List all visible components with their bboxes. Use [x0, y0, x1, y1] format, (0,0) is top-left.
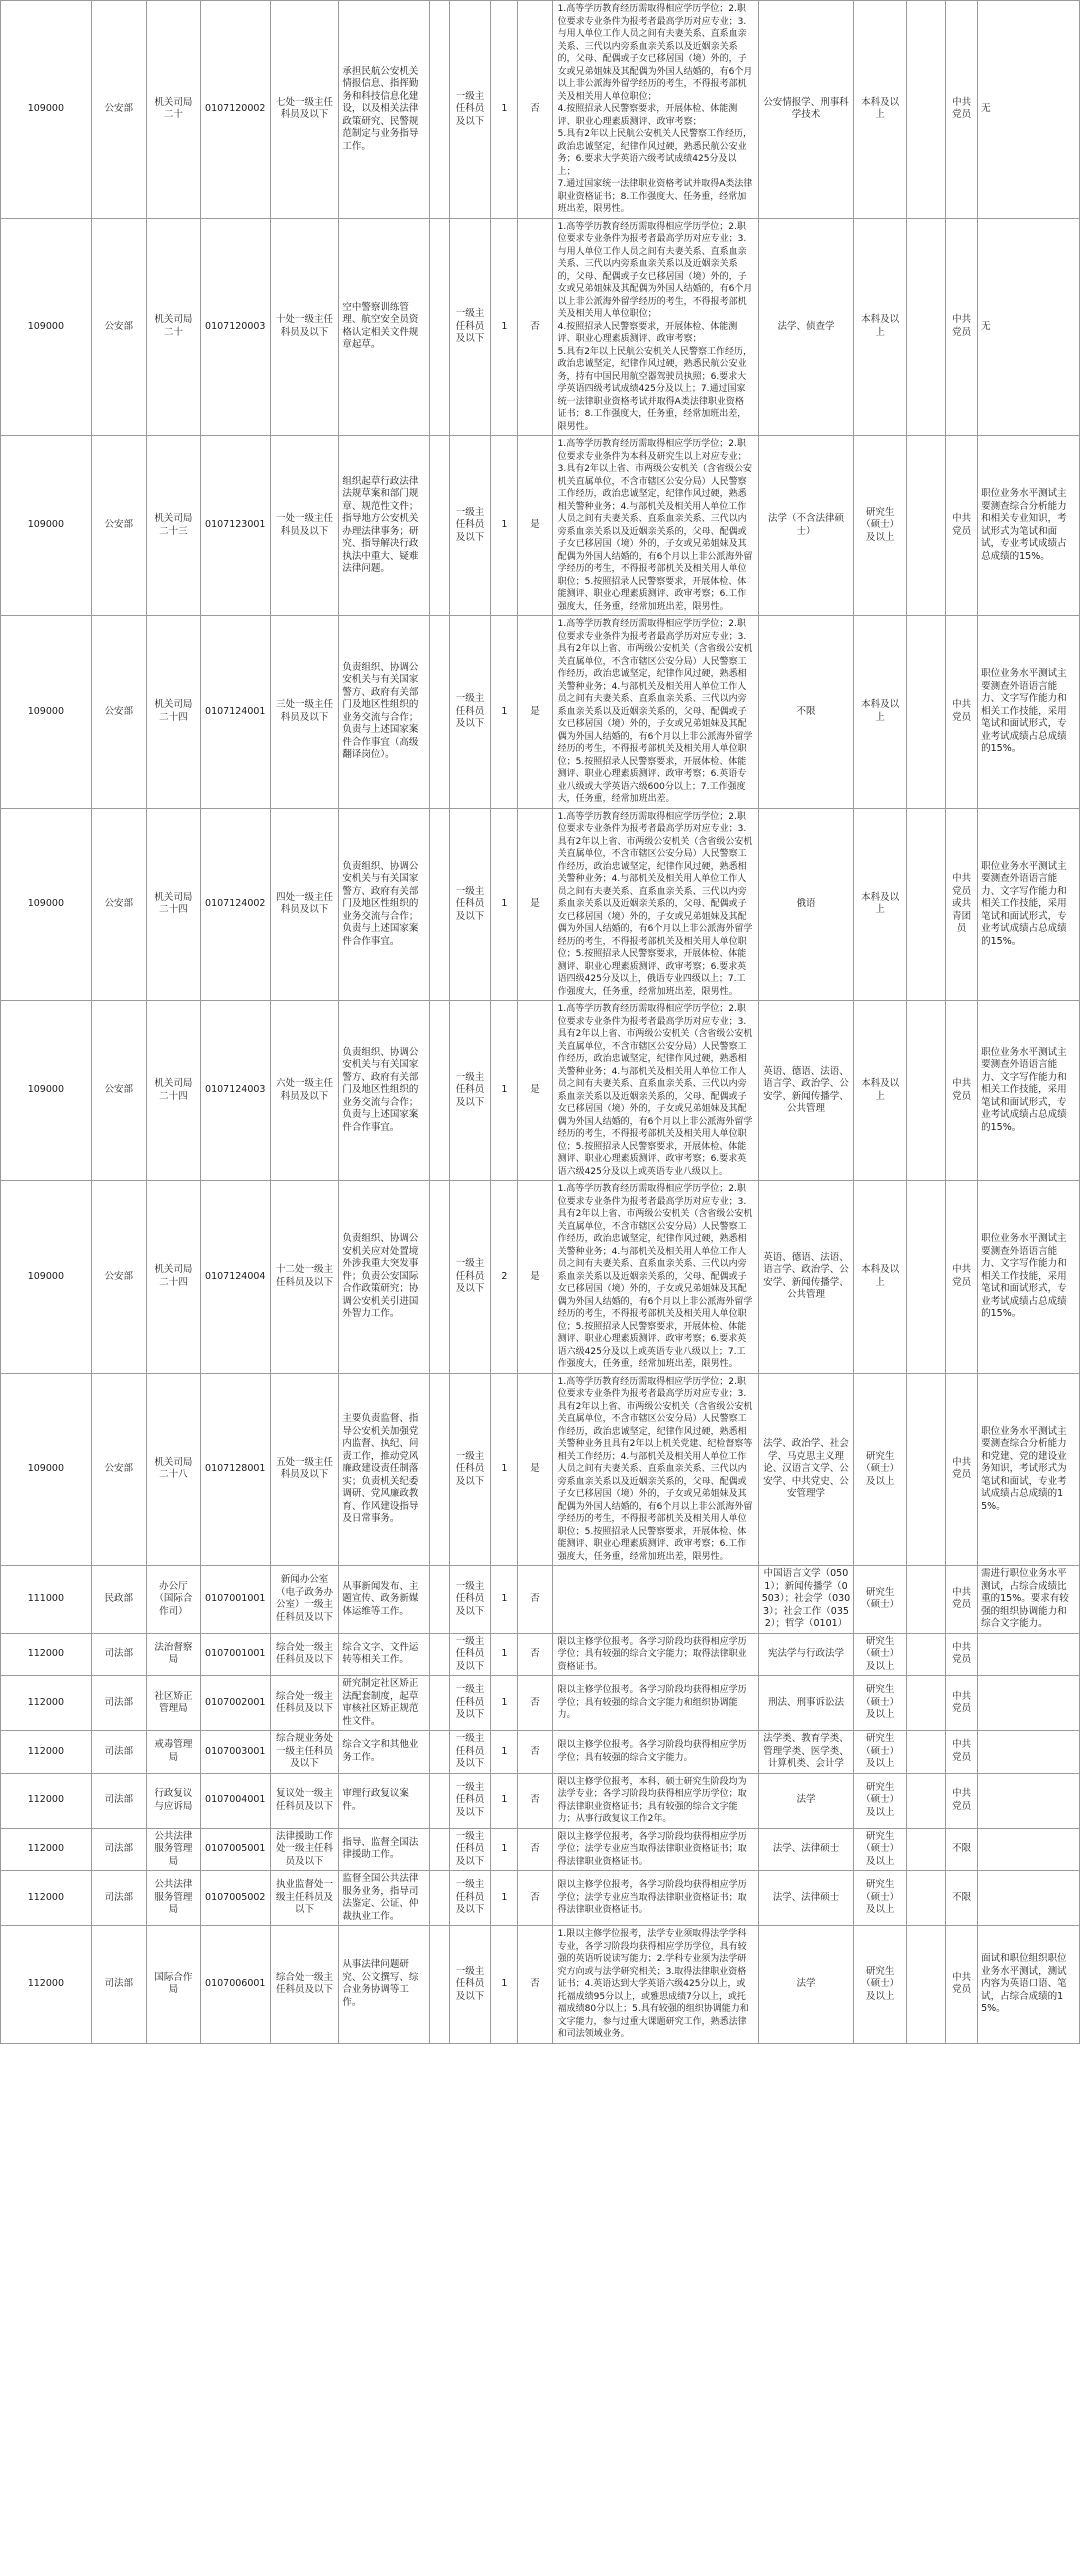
exam-cell: 否 [518, 1871, 552, 1926]
requirements-cell: 1.高等学历教育经历需取得相应学历学位；2.职位要求专业条件为报考者最高学历对应专业；3.具有2年以上省、市两级公安机关（含省级公安机关直属单位，不含市辖区公安分局）人民警察工作经历，政治忠诚坚定，纪律作风过硬，熟悉相关警种业务；4.与部机关及相关用人单位工作人员之间有夫妻关系、直系血亲关系、三代以内旁系血亲关系以及近姻亲关系的，父母、配偶或子女已移居国（境）外的，子女或兄弟姐妹及其配偶为外国人结婚的，有6个月以上非公派海外留学经历的考生，不得报考部机关及相关用人单位职位；5.按照招录人民警察要求，开展体检、体能测评、职业心理素质测评、政审考察；6.要求英语四级425分及以上，俄语专业四级以上；7.工作强度大，任务重，经常加班出差，限男性。 [552, 808, 758, 1001]
requirements-cell: 1.高等学历教育经历需取得相应学历学位；2.职位要求专业条件为本科及研究生以上对应专业；3.具有2年以上省、市两级公安机关（含省级公安机关直属单位，不含市辖区公安分局）人民警察工作经历，政治忠诚坚定，纪律作风过硬，熟悉相关警种业务；4.与部机关及相关用人单位工作人员之间有夫妻关系、直系血亲关系、三代以内旁系血亲关系以及近姻亲关系的，父母、配偶或子女已移居国（境）外的，子女或兄弟姐妹及其配偶为外国人结婚的，有6个月以上非公派海外留学经历的考生，不得报考部机关及相关用人单位职位；5.按照招录人民警察要求，开展体检、体能测评、职业心理素质测评、政审考察；6.工作强度大，任务重，经常加班出差，限男性。 [552, 436, 758, 616]
position-cell: 四处一级主任科员及以下 [270, 808, 339, 1001]
dept-code-cell: 109000 [1, 616, 92, 809]
exam-cell: 否 [518, 218, 552, 436]
level-cell: 一级主任科员及以下 [449, 1, 491, 219]
requirements-cell: 1.高等学历教育经历需取得相应学历学位；2.职位要求专业条件为报考者最高学历对应专业；3.具有2年以上省、市两级公安机关（含省级公安机关直属单位，不含市辖区公安分局）人民警察工作经历，政治忠诚坚定，纪律作风过硬，熟悉相关警种业务；4.与部机关及相关用人单位工作人员之间有夫妻关系、直系血亲关系、三代以内旁系血亲关系以及近姻亲关系的，父母、配偶或子女已移居国（境）外的，子女或兄弟姐妹及其配偶为外国人结婚的，有6个月以上非公派海外留学经历的考生，不得报考部机关及相关用人单位职位；5.按照招录人民警察要求，开展体检、体能测评、职业心理素质测评、政审考察；6.要求英语六级425分及以上或英语专业八级以上。 [552, 1001, 758, 1181]
unit-cell: 机关司局二十三 [146, 436, 200, 616]
position-cell: 综合处一级主任科员及以下 [270, 1926, 339, 2044]
unit-cell: 戒毒管理局 [146, 1731, 200, 1774]
exam-cell: 否 [518, 1828, 552, 1871]
education-cell: 研究生（硕士）及以上 [854, 1871, 907, 1926]
level-cell: 一级主任科员及以下 [449, 436, 491, 616]
education-cell: 研究生（硕士）及以上 [854, 436, 907, 616]
duty-cell: 综合文字、文件运转等相关工作。 [339, 1633, 430, 1676]
note-cell: 职位业务水平测试主要测查综合分析能力和党建、党的建设业务知识，考试形式为笔试和面试，专业考试成绩占总成绩的15%。 [978, 1373, 1080, 1566]
note-cell [978, 1731, 1080, 1774]
exam-cell: 是 [518, 616, 552, 809]
spacer-cell [430, 1566, 450, 1634]
dept-code-cell: 112000 [1, 1773, 92, 1828]
political-status-cell: 中共党员 [946, 1001, 978, 1181]
note-cell: 无 [978, 1, 1080, 219]
table-row [1, 616, 1080, 809]
position-cell: 十处一级主任科员及以下 [270, 218, 339, 436]
department-cell: 司法部 [91, 1773, 146, 1828]
education-cell: 研究生（硕士）及以上 [854, 1731, 907, 1774]
political-status-cell: 中共党员 [946, 218, 978, 436]
exam-cell: 否 [518, 1676, 552, 1731]
level-cell: 一级主任科员及以下 [449, 1566, 491, 1634]
duty-cell: 从事法律问题研究、公文撰写、综合业务协调等工作。 [339, 1926, 430, 2044]
duty-cell: 审理行政复议案件。 [339, 1773, 430, 1828]
spacer-cell [430, 1731, 450, 1774]
job-code-cell: 0107003001 [200, 1731, 270, 1774]
education-cell: 研究生（硕士）及以上 [854, 1773, 907, 1828]
exam-cell: 是 [518, 436, 552, 616]
education-cell: 研究生（硕士） [854, 1566, 907, 1634]
major-cell: 法学、法律硕士 [758, 1828, 854, 1871]
requirements-cell: 限以主修学位报考。各学习阶段均获得相应学历学位；具有较强的综合文字能力。 [552, 1731, 758, 1774]
unit-cell: 机关司局二十四 [146, 616, 200, 809]
note-cell [978, 1633, 1080, 1676]
duty-cell: 监督全国公共法律服务业务，指导司法鉴定、公证、仲裁执业工作。 [339, 1871, 430, 1926]
position-cell: 综合处一级主任科员及以下 [270, 1633, 339, 1676]
spacer-cell [430, 1676, 450, 1731]
major-cell: 法学、政治学、社会学、马克思主义理论、汉语言文学、公安学、中共党史、公安管理学 [758, 1373, 854, 1566]
department-cell: 司法部 [91, 1731, 146, 1774]
hire-count-cell: 1 [491, 1731, 518, 1774]
degree-cell [907, 1373, 946, 1566]
spacer-cell [430, 1181, 450, 1374]
table-row [1, 1373, 1080, 1566]
duty-cell: 研究制定社区矫正法配套制度，起草审核社区矫正规范性文件。 [339, 1676, 430, 1731]
exam-cell: 否 [518, 1633, 552, 1676]
exam-cell: 否 [518, 1773, 552, 1828]
major-cell: 英语、德语、法语、语言学、政治学、公安学、新闻传播学、公共管理 [758, 1001, 854, 1181]
exam-cell: 否 [518, 1, 552, 219]
dept-code-cell: 109000 [1, 218, 92, 436]
hire-count-cell: 1 [491, 1373, 518, 1566]
hire-count-cell: 1 [491, 1828, 518, 1871]
note-cell [978, 1828, 1080, 1871]
duty-cell: 从事新闻发布、主题宣传、政务新媒体运维等工作。 [339, 1566, 430, 1634]
duty-cell: 承担民航公安机关情报信息、指挥勤务和科技信息化建设，以及相关法律政策研究、民警规范制定与业务指导工作。 [339, 1, 430, 219]
unit-cell: 社区矫正管理局 [146, 1676, 200, 1731]
political-status-cell: 中共党员 [946, 436, 978, 616]
job-code-cell: 0107120002 [200, 1, 270, 219]
unit-cell: 公共法律服务管理局 [146, 1828, 200, 1871]
position-cell: 执业监督处一级主任科员及以下 [270, 1871, 339, 1926]
education-cell: 本科及以上 [854, 616, 907, 809]
education-cell: 研究生（硕士）及以上 [854, 1373, 907, 1566]
education-cell: 本科及以上 [854, 218, 907, 436]
major-cell: 宪法学与行政法学 [758, 1633, 854, 1676]
position-cell: 七处一级主任科员及以下 [270, 1, 339, 219]
education-cell: 研究生（硕士）及以上 [854, 1828, 907, 1871]
major-cell: 公安情报学、刑事科学技术 [758, 1, 854, 219]
job-code-cell: 0107001001 [200, 1633, 270, 1676]
note-cell [978, 1676, 1080, 1731]
level-cell: 一级主任科员及以下 [449, 1731, 491, 1774]
spacer-cell [430, 1, 450, 219]
hire-count-cell: 1 [491, 1676, 518, 1731]
level-cell: 一级主任科员及以下 [449, 1633, 491, 1676]
dept-code-cell: 109000 [1, 1373, 92, 1566]
education-cell: 本科及以上 [854, 1001, 907, 1181]
duty-cell: 指导、监督全国法律援助工作。 [339, 1828, 430, 1871]
major-cell: 俄语 [758, 808, 854, 1001]
department-cell: 公安部 [91, 1373, 146, 1566]
job-code-cell: 0107002001 [200, 1676, 270, 1731]
job-code-cell: 0107004001 [200, 1773, 270, 1828]
department-cell: 司法部 [91, 1676, 146, 1731]
duty-cell: 空中警察训练管理、航空安全员资格认定相关文件规章起草。 [339, 218, 430, 436]
job-code-cell: 0107005001 [200, 1828, 270, 1871]
hire-count-cell: 1 [491, 1566, 518, 1634]
note-cell [978, 1773, 1080, 1828]
job-code-cell: 0107128001 [200, 1373, 270, 1566]
major-cell: 法学 [758, 1773, 854, 1828]
dept-code-cell: 109000 [1, 1001, 92, 1181]
political-status-cell: 中共党员 [946, 1, 978, 219]
spacer-cell [430, 1633, 450, 1676]
department-cell: 公安部 [91, 616, 146, 809]
dept-code-cell: 112000 [1, 1731, 92, 1774]
degree-cell [907, 1926, 946, 2044]
exam-cell: 是 [518, 1001, 552, 1181]
unit-cell: 公共法律服务管理局 [146, 1871, 200, 1926]
unit-cell: 机关司局二十 [146, 1, 200, 219]
table-row [1, 1181, 1080, 1374]
degree-cell [907, 1731, 946, 1774]
education-cell: 本科及以上 [854, 808, 907, 1001]
degree-cell [907, 1181, 946, 1374]
job-code-cell: 0107124003 [200, 1001, 270, 1181]
political-status-cell: 中共党员 [946, 1181, 978, 1374]
hire-count-cell: 1 [491, 1001, 518, 1181]
table-row [1, 1566, 1080, 1634]
major-cell: 法学、法律硕士 [758, 1871, 854, 1926]
table-row [1, 1871, 1080, 1926]
duty-cell: 负责组织、协调公安机关与有关国家警方、政府有关部门及地区性组织的业务交流与合作；负责与上述国家案件合作事宜（高级翻译岗位）。 [339, 616, 430, 809]
unit-cell: 机关司局二十四 [146, 1181, 200, 1374]
note-cell [978, 1871, 1080, 1926]
dept-code-cell: 112000 [1, 1871, 92, 1926]
position-cell: 综合规业务处一级主任科员及以下 [270, 1731, 339, 1774]
table-row [1, 436, 1080, 616]
level-cell: 一级主任科员及以下 [449, 616, 491, 809]
department-cell: 民政部 [91, 1566, 146, 1634]
unit-cell: 机关司局二十四 [146, 808, 200, 1001]
spacer-cell [430, 1373, 450, 1566]
job-code-cell: 0107001001 [200, 1566, 270, 1634]
spacer-cell [430, 1773, 450, 1828]
duty-cell: 负责组织、协调公安机关与有关国家警方、政府有关部门及地区性组织的业务交流与合作；负责与上述国家案件合作事宜。 [339, 808, 430, 1001]
requirements-cell: 1.高等学历教育经历需取得相应学历学位；2.职位要求专业条件为报考者最高学历对应专业；3.与用人单位工作人员之间有夫妻关系、直系血亲关系、三代以内旁系血亲关系以及近姻亲关系的，父母、配偶或子女已移居国（境）外的，子女或兄弟姐妹及其配偶为外国人结婚的，有6个月以上非公派海外留学经历的考生，不得报考部机关及相关用人单位职位； 4.按照招录人民警察要求，开展体检、体能测评、职业心理素质测评、政审考察； 5.具有2年以上民航公安机关人民警察工作经历，政治忠诚坚定，纪律作风过硬，熟悉民航公安业务；6.要求大学英语六级考试成绩425分及以上； 7.通过国家统一法律职业资格考试并取得A类法律职业资格证书；8.工作强度大、任务重，经常加班出差，限男性。 [552, 1, 758, 219]
education-cell: 研究生（硕士）及以上 [854, 1676, 907, 1731]
department-cell: 司法部 [91, 1633, 146, 1676]
position-cell: 新闻办公室（电子政务办公室）一级主任科员及以下 [270, 1566, 339, 1634]
hire-count-cell: 1 [491, 808, 518, 1001]
level-cell: 一级主任科员及以下 [449, 1676, 491, 1731]
requirements-cell: 限以主修学位报考，各学习阶段均获得相应学历学位；法学专业应当取得法律职业资格证书；取得法律职业资格证书。 [552, 1828, 758, 1871]
hire-count-cell: 2 [491, 1181, 518, 1374]
exam-cell: 否 [518, 1566, 552, 1634]
hire-count-cell: 1 [491, 1, 518, 219]
hire-count-cell: 1 [491, 1633, 518, 1676]
degree-cell [907, 1, 946, 219]
dept-code-cell: 109000 [1, 436, 92, 616]
table-row [1, 1773, 1080, 1828]
unit-cell: 办公厅（国际合作司） [146, 1566, 200, 1634]
major-cell: 刑法、刑事诉讼法 [758, 1676, 854, 1731]
dept-code-cell: 112000 [1, 1633, 92, 1676]
spacer-cell [430, 1828, 450, 1871]
hire-count-cell: 1 [491, 1871, 518, 1926]
department-cell: 司法部 [91, 1871, 146, 1926]
requirements-cell: 1.高等学历教育经历需取得相应学历学位；2.职位要求专业条件为报考者最高学历对应专业；3.与用人单位工作人员之间有夫妻关系、直系血亲关系、三代以内旁系血亲关系以及近姻亲关系的，父母、配偶或子女已移居国（境）外的，子女或兄弟姐妹及其配偶为外国人结婚的，有6个月以上非公派海外留学经历的考生，不得报考部机关及相关用人单位职位； 4.按照招录人民警察要求，开展体检、体能测评、职业心理素质测评、政审考察； 5.具有2年以上民航公安机关人民警察工作经历，政治忠诚坚定，纪律作风过硬，熟悉民航公安业务，持有中国民用航空器驾驶员执照；6.要求大学英语四级考试成绩425分及以上；7.通过国家统一法律职业资格考试并取得A类法律职业资格证书；8.工作强度大，任务重，经常加班出差，限男性。 [552, 218, 758, 436]
unit-cell: 行政复议与应诉局 [146, 1773, 200, 1828]
position-cell: 五处一级主任科员及以下 [270, 1373, 339, 1566]
degree-cell [907, 1773, 946, 1828]
level-cell: 一级主任科员及以下 [449, 1373, 491, 1566]
position-cell: 复议处一级主任科员及以下 [270, 1773, 339, 1828]
political-status-cell: 中共党员 [946, 1731, 978, 1774]
exam-cell: 否 [518, 1731, 552, 1774]
major-cell: 法学类、教育学类、管理学类、医学类、计算机类、会计学 [758, 1731, 854, 1774]
position-cell: 十二处一级主任科员及以下 [270, 1181, 339, 1374]
table-row [1, 1676, 1080, 1731]
degree-cell [907, 1001, 946, 1181]
dept-code-cell: 109000 [1, 1181, 92, 1374]
education-cell: 研究生（硕士）及以上 [854, 1633, 907, 1676]
duty-cell: 负责组织、协调公安机关应对处置境外涉我重大突发事件；负责公安国际合作政策研究；协调公安机关引进国外智力工作。 [339, 1181, 430, 1374]
job-code-cell: 0107123001 [200, 436, 270, 616]
hire-count-cell: 1 [491, 436, 518, 616]
degree-cell [907, 808, 946, 1001]
spacer-cell [430, 218, 450, 436]
table-row [1, 1, 1080, 219]
position-cell: 法律援助工作处一级主任科员及以下 [270, 1828, 339, 1871]
job-code-cell: 0107006001 [200, 1926, 270, 2044]
unit-cell: 机关司局二十四 [146, 1001, 200, 1181]
requirements-cell: 1.高等学历教育经历需取得相应学历学位；2.职位要求专业条件为报考者最高学历对应专业；3.具有2年以上省、市两级公安机关（含省级公安机关直属单位，不含市辖区公安分局）人民警察工作经历，政治忠诚坚定，纪律作风过硬，熟悉相关警种业务；4.与部机关及相关用人单位工作人员之间有夫妻关系、直系血亲关系、三代以内旁系血亲关系以及近姻亲关系的，父母、配偶或子女已移居国（境）外的，子女或兄弟姐妹及其配偶为外国人结婚的，有6个月以上非公派海外留学经历的考生，不得报考部机关及相关用人单位职位；5.按照招录人民警察要求，开展体检、体能测评、职业心理素质测评、政审考察；6.要求英语六级425分及以上或英语专业八级以上；7.工作强度大，任务重，经常加班出差，限男性。 [552, 1181, 758, 1374]
political-status-cell: 中共党员 [946, 1633, 978, 1676]
department-cell: 公安部 [91, 436, 146, 616]
political-status-cell: 中共党员 [946, 1773, 978, 1828]
hire-count-cell: 1 [491, 616, 518, 809]
job-code-cell: 0107005002 [200, 1871, 270, 1926]
job-code-cell: 0107124001 [200, 616, 270, 809]
duty-cell: 主要负责监督、指导公安机关加强党内监督、执纪、问责工作，推动党风廉政建设责任制落实；负责机关纪委调研、党风廉政教育、作风建设指导及日常事务。 [339, 1373, 430, 1566]
table-row [1, 1731, 1080, 1774]
degree-cell [907, 1871, 946, 1926]
exam-cell: 否 [518, 1926, 552, 2044]
education-cell: 本科及以上 [854, 1, 907, 219]
spacer-cell [430, 436, 450, 616]
requirements-cell: 1.高等学历教育经历需取得相应学历学位；2.职位要求专业条件为报考者最高学历对应专业；3.具有2年以上省、市两级公安机关（含省级公安机关直属单位，不含市辖区公安分局）人民警察工作经历，政治忠诚坚定，纪律作风过硬，熟悉相关警种业务且具有2年以上机关党建、纪检督察等相关工作经历；4.与部机关及相关用人单位工作人员之间有夫妻关系、直系血亲关系、三代以内旁系血亲关系以及近姻亲关系的，父母、配偶或子女已移居国（境）外的，子女或兄弟姐妹及其配偶为外国人结婚的，有6个月以上非公派海外留学经历的考生，不得报考部机关及相关用人单位职位；5.按照招录人民警察要求，开展体检、体能测评、职业心理素质测评、政审考察；6.工作强度大，任务重，经常加班出差，限男性。 [552, 1373, 758, 1566]
major-cell: 法学 [758, 1926, 854, 2044]
note-cell: 职位业务水平测试主要测查外语语言能力、文字写作能力和相关工作技能，采用笔试和面试形式，专业考试成绩占总成绩的15%。 [978, 616, 1080, 809]
degree-cell [907, 1828, 946, 1871]
level-cell: 一级主任科员及以下 [449, 1828, 491, 1871]
spacer-cell [430, 1926, 450, 2044]
department-cell: 公安部 [91, 218, 146, 436]
political-status-cell: 不限 [946, 1828, 978, 1871]
political-status-cell: 中共党员 [946, 1373, 978, 1566]
political-status-cell: 中共党员 [946, 1926, 978, 2044]
exam-cell: 是 [518, 808, 552, 1001]
table-row [1, 218, 1080, 436]
requirements-cell: 限以主修学位报考，各学习阶段均获得相应学历学位；法学专业应当取得法律职业资格证书；取得法律职业资格证书。 [552, 1871, 758, 1926]
level-cell: 一级主任科员及以下 [449, 1871, 491, 1926]
duty-cell: 综合文字和其他业务工作。 [339, 1731, 430, 1774]
unit-cell: 法治督察局 [146, 1633, 200, 1676]
level-cell: 一级主任科员及以下 [449, 1181, 491, 1374]
degree-cell [907, 616, 946, 809]
major-cell: 英语、德语、法语、语言学、政治学、公安学、新闻传播学、公共管理 [758, 1181, 854, 1374]
hire-count-cell: 1 [491, 218, 518, 436]
major-cell: 法学、侦查学 [758, 218, 854, 436]
table-row [1, 808, 1080, 1001]
dept-code-cell: 109000 [1, 808, 92, 1001]
dept-code-cell: 112000 [1, 1926, 92, 2044]
unit-cell: 国际合作局 [146, 1926, 200, 2044]
job-code-cell: 0107124004 [200, 1181, 270, 1374]
position-table-body [1, 1, 1080, 2044]
position-cell: 综合处一级主任科员及以下 [270, 1676, 339, 1731]
exam-cell: 是 [518, 1181, 552, 1374]
requirements-cell: 限以主修学位报考。各学习阶段均获得相应学历学位；具有较强的综合文字能力和组织协调能力。 [552, 1676, 758, 1731]
dept-code-cell: 112000 [1, 1676, 92, 1731]
political-status-cell: 中共党员 [946, 1566, 978, 1634]
degree-cell [907, 218, 946, 436]
hire-count-cell: 1 [491, 1926, 518, 2044]
level-cell: 一级主任科员及以下 [449, 1773, 491, 1828]
major-cell: 中国语言文学（0501）；新闻传播学（0503）；社会学（0303）；社会工作（0352）；哲学（0101） [758, 1566, 854, 1634]
table-row [1, 1926, 1080, 2044]
requirements-cell [552, 1566, 758, 1634]
political-status-cell: 中共党员 [946, 616, 978, 809]
hire-count-cell: 1 [491, 1773, 518, 1828]
degree-cell [907, 436, 946, 616]
position-cell: 一处一级主任科员及以下 [270, 436, 339, 616]
duty-cell: 负责组织、协调公安机关与有关国家警方、政府有关部门及地区性组织的业务交流与合作；负责与上述国家案件合作事宜。 [339, 1001, 430, 1181]
duty-cell: 组织起草行政法律法规草案和部门规章、规范性文件；指导地方公安机关办理法律事务；研究、指导解决行政执法中重大、疑难法律问题。 [339, 436, 430, 616]
level-cell: 一级主任科员及以下 [449, 1001, 491, 1181]
department-cell: 司法部 [91, 1926, 146, 2044]
requirements-cell: 1.限以主修学位报考，法学专业须取得法学学科专业，各学习阶段均获得相应学历学位，具有较强的英语听说读写能力；2.学科专业须为法学研究方向或与法学研究相关；3.取得法律职业资格证书；4.英语达到大学英语六级425分以上，或托福成绩95分以上，或雅思成绩7分以上，或托福成绩80分以上；5.具有较强的组织协调能力和文字能力，参与过重大课题研究工作，熟悉法律和司法领域业务。 [552, 1926, 758, 2044]
exam-cell: 是 [518, 1373, 552, 1566]
requirements-cell: 限以主修学位报考。各学习阶段均获得相应学历学位；具有较强的综合文字能力；取得法律职业资格证书。 [552, 1633, 758, 1676]
note-cell: 职位业务水平测试主要测查综合分析能力和相关专业知识，考试形式为笔试和面试，专业考试成绩占总成绩的15%。 [978, 436, 1080, 616]
unit-cell: 机关司局二十八 [146, 1373, 200, 1566]
political-status-cell: 中共党员或共青团员 [946, 808, 978, 1001]
level-cell: 一级主任科员及以下 [449, 218, 491, 436]
dept-code-cell: 112000 [1, 1828, 92, 1871]
note-cell: 面试和职位组织职位业务水平测试，测试内容为英语口语、笔试，占综合成绩的15%。 [978, 1926, 1080, 2044]
degree-cell [907, 1566, 946, 1634]
spacer-cell [430, 1871, 450, 1926]
spacer-cell [430, 1001, 450, 1181]
department-cell: 公安部 [91, 1, 146, 219]
dept-code-cell: 109000 [1, 1, 92, 219]
spacer-cell [430, 616, 450, 809]
dept-code-cell: 111000 [1, 1566, 92, 1634]
degree-cell [907, 1633, 946, 1676]
department-cell: 公安部 [91, 1001, 146, 1181]
position-cell: 六处一级主任科员及以下 [270, 1001, 339, 1181]
major-cell: 法学（不含法律硕士） [758, 436, 854, 616]
education-cell: 本科及以上 [854, 1181, 907, 1374]
requirements-cell: 1.高等学历教育经历需取得相应学历学位；2.职位要求专业条件为报考者最高学历对应专业；3.具有2年以上省、市两级公安机关（含省级公安机关直属单位，不含市辖区公安分局）人民警察工作经历，政治忠诚坚定，纪律作风过硬，熟悉相关警种业务；4.与部机关及相关用人单位工作人员之间有夫妻关系、直系血亲关系、三代以内旁系血亲关系以及近姻亲关系的，父母、配偶或子女已移居国（境）外的，子女或兄弟姐妹及其配偶为外国人结婚的，有6个月以上非公派海外留学经历的考生，不得报考部机关及相关用人单位职位；5.按照招录人民警察要求，开展体检、体能测评、职业心理素质测评、政审考察；6.英语专业八级或大学英语六级600分以上；7.工作强度大，任务重，经常加班出差。 [552, 616, 758, 809]
department-cell: 公安部 [91, 1181, 146, 1374]
table-row [1, 1001, 1080, 1181]
unit-cell: 机关司局二十 [146, 218, 200, 436]
political-status-cell: 中共党员 [946, 1676, 978, 1731]
political-status-cell: 不限 [946, 1871, 978, 1926]
requirements-cell: 限以主修学位报考，本科、硕士研究生阶段均为法学专业；各学习阶段均获得相应学历学位；取得法律职业资格证书；具有较强的综合文字能力；从事行政复议工作2年。 [552, 1773, 758, 1828]
note-cell: 职位业务水平测试主要测查外语语言能力、文字写作能力和相关工作技能，采用笔试和面试形式，专业考试成绩占总成绩的15%。 [978, 1181, 1080, 1374]
level-cell: 一级主任科员及以下 [449, 808, 491, 1001]
degree-cell [907, 1676, 946, 1731]
note-cell: 无 [978, 218, 1080, 436]
job-code-cell: 0107120003 [200, 218, 270, 436]
note-cell: 需进行职位业务水平测试，占综合成绩比重的15%。要求有较强的组织协调能力和综合文字能力。 [978, 1566, 1080, 1634]
major-cell: 不限 [758, 616, 854, 809]
note-cell: 职位业务水平测试主要测查外语语言能力、文字写作能力和相关工作技能，采用笔试和面试形式，专业考试成绩占总成绩的15%。 [978, 808, 1080, 1001]
table-row [1, 1633, 1080, 1676]
department-cell: 公安部 [91, 808, 146, 1001]
level-cell: 一级主任科员及以下 [449, 1926, 491, 2044]
department-cell: 司法部 [91, 1828, 146, 1871]
note-cell: 职位业务水平测试主要测查外语语言能力、文字写作能力和相关工作技能，采用笔试和面试形式，专业考试成绩占总成绩的15%。 [978, 1001, 1080, 1181]
position-cell: 三处一级主任科员及以下 [270, 616, 339, 809]
education-cell: 研究生（硕士）及以上 [854, 1926, 907, 2044]
job-code-cell: 0107124002 [200, 808, 270, 1001]
table-row [1, 1828, 1080, 1871]
spacer-cell [430, 808, 450, 1001]
